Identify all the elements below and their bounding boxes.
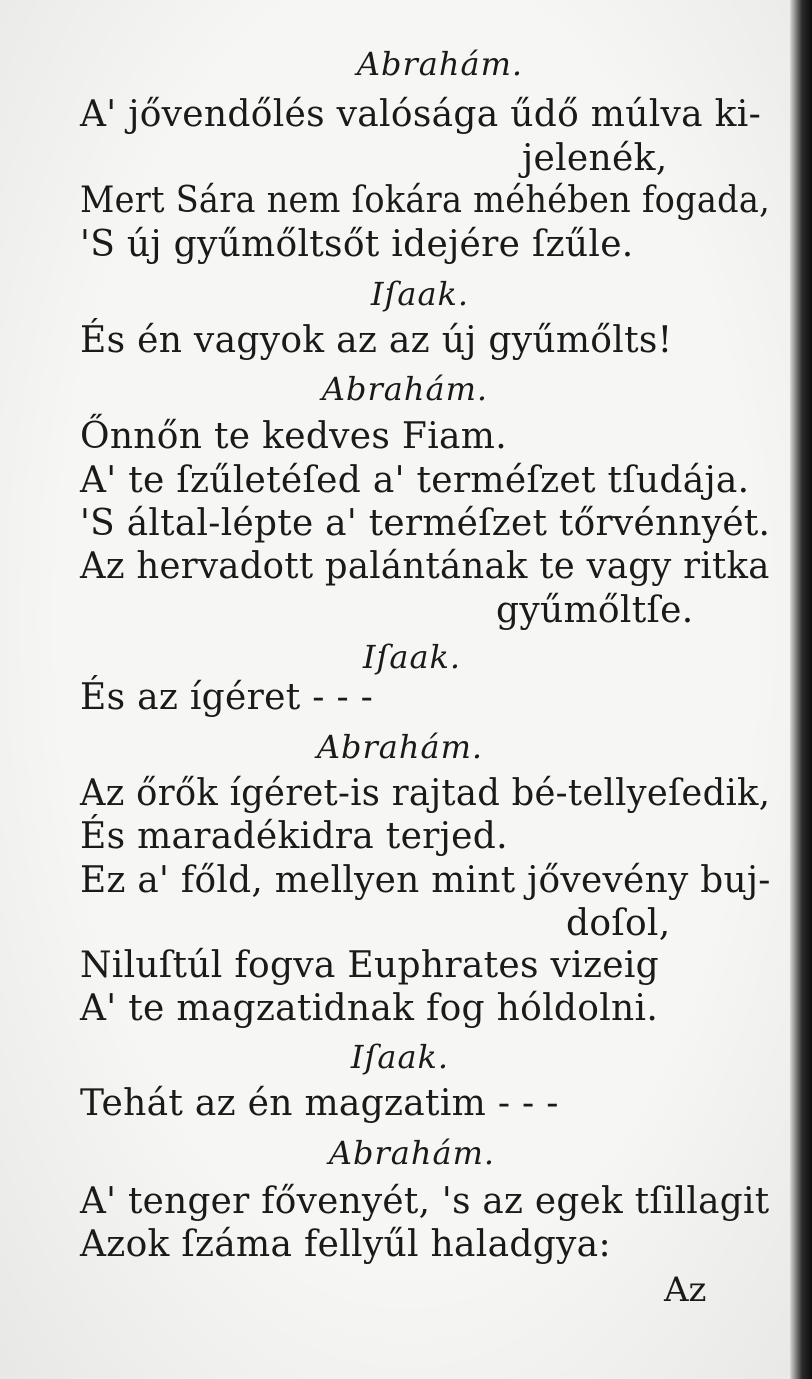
verse-line: A' te ſzűletéſed a' terméſzet tſudája. (80, 460, 750, 501)
catchword: Az (664, 1270, 707, 1310)
verse-line: gyűmőltſe. (496, 590, 694, 631)
verse-line: Őnnőn te kedves Fiam. (80, 416, 507, 457)
speaker-heading-isaak: Iſaak. (350, 1038, 450, 1076)
speaker-heading-abraham: Abrahám. (321, 370, 489, 408)
speaker-heading-abraham: Abrahám. (328, 1134, 496, 1172)
verse-line: És az ígéret - - - (80, 677, 374, 718)
verse-line: Ez a' főld, mellyen mint jővevény buj- (80, 860, 771, 901)
verse-line: Tehát az én magzatim - - - (80, 1083, 559, 1124)
verse-line: A' te magzatidnak fog hóldolni. (80, 988, 659, 1029)
verse-line: És maradékidra terjed. (80, 816, 508, 857)
verse-line: A' tenger fővenyét, 's az egek tſillagit (80, 1181, 770, 1222)
verse-line: Az hervadott palántának te vagy ritka (80, 546, 770, 587)
verse-line: Mert Sára nem ſokára méhében fogada, (80, 180, 771, 221)
verse-line: Niluſtúl fogva Euphrates vizeig (80, 945, 659, 986)
speaker-heading-abraham: Abrahám. (316, 728, 484, 766)
verse-line: 'S új gyűmőltsőt idejére ſzűle. (80, 224, 634, 265)
verse-line: A' jővendőlés valósága űdő múlva ki- (80, 94, 762, 135)
verse-line: 'S által-lépte a' terméſzet tőrvénnyét. (80, 503, 771, 544)
speaker-heading-abraham: Abrahám. (356, 45, 524, 83)
speaker-heading-isaak: Iſaak. (362, 638, 462, 676)
verse-line: És én vagyok az az új gyűmőlts! (80, 320, 673, 361)
verse-line: Az őrők ígéret-is rajtad bé-tellyeſedik, (80, 773, 771, 814)
verse-line: Azok ſzáma fellyűl haladgya: (80, 1224, 611, 1265)
verse-line: jelenék, (522, 138, 668, 179)
verse-line: doſol, (566, 903, 671, 944)
speaker-heading-isaak: Iſaak. (370, 275, 470, 313)
page-spine-edge (790, 0, 812, 1379)
